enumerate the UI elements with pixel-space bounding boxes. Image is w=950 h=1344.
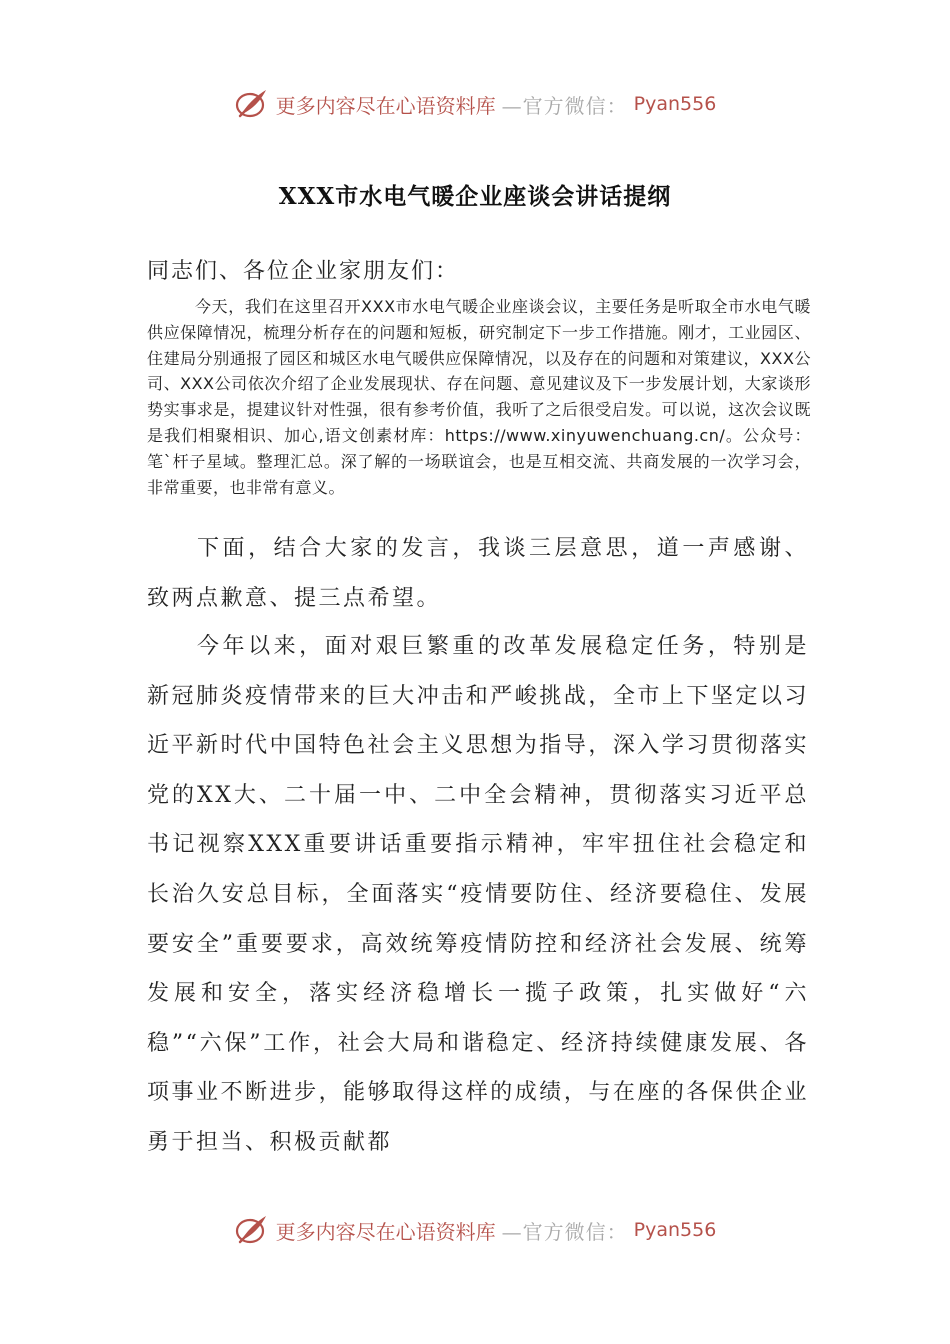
document-title: XXX市水电气暖企业座谈会讲话提纲 [278, 183, 672, 210]
body-paragraph-2: 下面，结合大家的发言，我谈三层意思，道一声感谢、致两点歉意、提三点希望。 [147, 536, 809, 611]
pen-feather-logo-icon [234, 1212, 270, 1248]
footer-banner [0, 1210, 950, 1250]
footer-banner-content [234, 1212, 717, 1248]
footer-banner-wechat-id: Pyan556 [633, 1219, 717, 1241]
header-banner-sub-text: —官方微信： [501, 93, 628, 118]
header-banner [0, 84, 950, 124]
pen-feather-logo-icon [234, 86, 270, 122]
body-paragraph-3: 今年以来，面对艰巨繁重的改革发展稳定任务，特别是新冠肺炎疫情带来的巨大冲击和严峻挑战，全市上下坚定以习近平新时代中国特色社会主义思想为指导，深入学习贯彻落实党的XX大、二十届一中、二中全会精神，贯彻落实习近平总书记视察XXX重要讲话重要指示精神，牢牢扭住社会稳定和长治久安总目标，全面落实“疫情要防住、经济要稳住、发展要安全”重要要求，高效统筹疫情防控和经济社会发展、统筹发展和安全，落实经济稳增长一揽子政策，扎实做好“六稳”“六保”工作，社会大局和谐稳定、经济持续健康发展、各项事业不断进步，能够取得这样的成绩，与在座的各保供企业勇于担当、积极贡献都 [147, 634, 809, 1155]
header-banner-content [234, 86, 717, 122]
header-banner-wechat-id: Pyan556 [633, 93, 717, 115]
footer-banner-main-text: 更多内容尽在心语资料库 [275, 1219, 496, 1244]
footer-banner-sub-text: —官方微信： [501, 1219, 628, 1244]
header-banner-main-text: 更多内容尽在心语资料库 [275, 93, 496, 118]
intro-paragraph: 今天，我们在这里召开XXX市水电气暖企业座谈会议，主要任务是听取全市水电气暖供应保障情况，梳理分析存在的问题和短板，研究制定下一步工作措施。刚才，工业园区、住建局分别通报了园区和城区水电气暖供应保障情况，以及存在的问题和对策建议，XXX公司、XXX公司依次介绍了企业发展现状、存在问题、意见建议及下一步发展计划，大家谈形势实事求是，提建议针对性强，很有参考价值，我听了之后很受启发。可以说，这次会议既是我们相聚相识、加心,语文创素材库：https://www.xinyuwenchuang.cn/。公众号：笔`杆子星域。整理汇总。深了解的一场联谊会，也是互相交流、共商发展的一次学习会，非常重要，也非常有意义。 [147, 297, 811, 497]
greeting-line: 同志们、各位企业家朋友们： [147, 259, 460, 284]
